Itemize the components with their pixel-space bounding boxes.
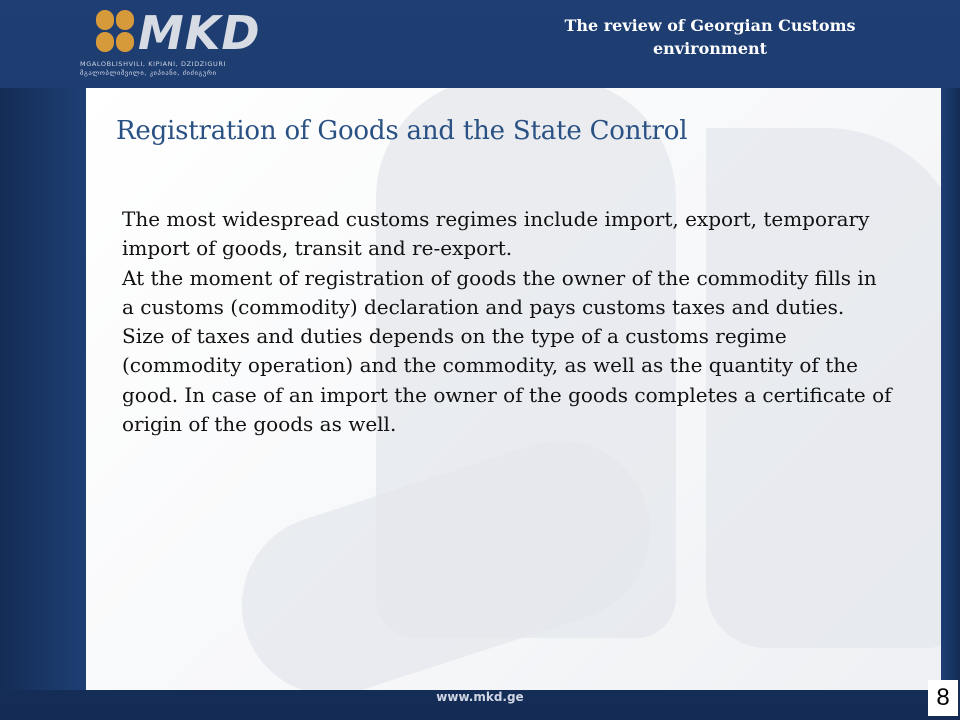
frame-right-border (941, 88, 960, 690)
logo-subtitle-georgian: მგალობლიშვილი, კიპიანი, ძიძიგური (80, 69, 217, 77)
logo-subtitle-latin: MGALOBLISHVILI, KIPIANI, DZIDZIGURI (80, 60, 226, 68)
frame-left-border (0, 88, 86, 690)
footer-url: www.mkd.ge (436, 690, 524, 704)
body-paragraph: The most widespread customs regimes include import, export, temporary import of goods, transit and re-export. (122, 207, 870, 261)
presentation-title: The review of Georgian Customs environment (564, 16, 856, 58)
logo-text: MKD (138, 6, 261, 60)
body-paragraph: At the moment of registration of goods the owner of the commodity fills in a customs (commodity) declaration and pays customs taxes and duties. Size of taxes and duties depends on the type of a customs regime (commodity operation) and the commodity, as well as the quantity of the good. In case of an import the owner of the goods completes a certificate of origin of the goods as well. (122, 265, 892, 437)
page-number: 8 (928, 680, 958, 716)
slide-title: Registration of Goods and the State Control (116, 116, 688, 146)
company-logo (80, 6, 280, 84)
slide-body (122, 205, 892, 439)
logo-mark-icon (96, 10, 136, 58)
